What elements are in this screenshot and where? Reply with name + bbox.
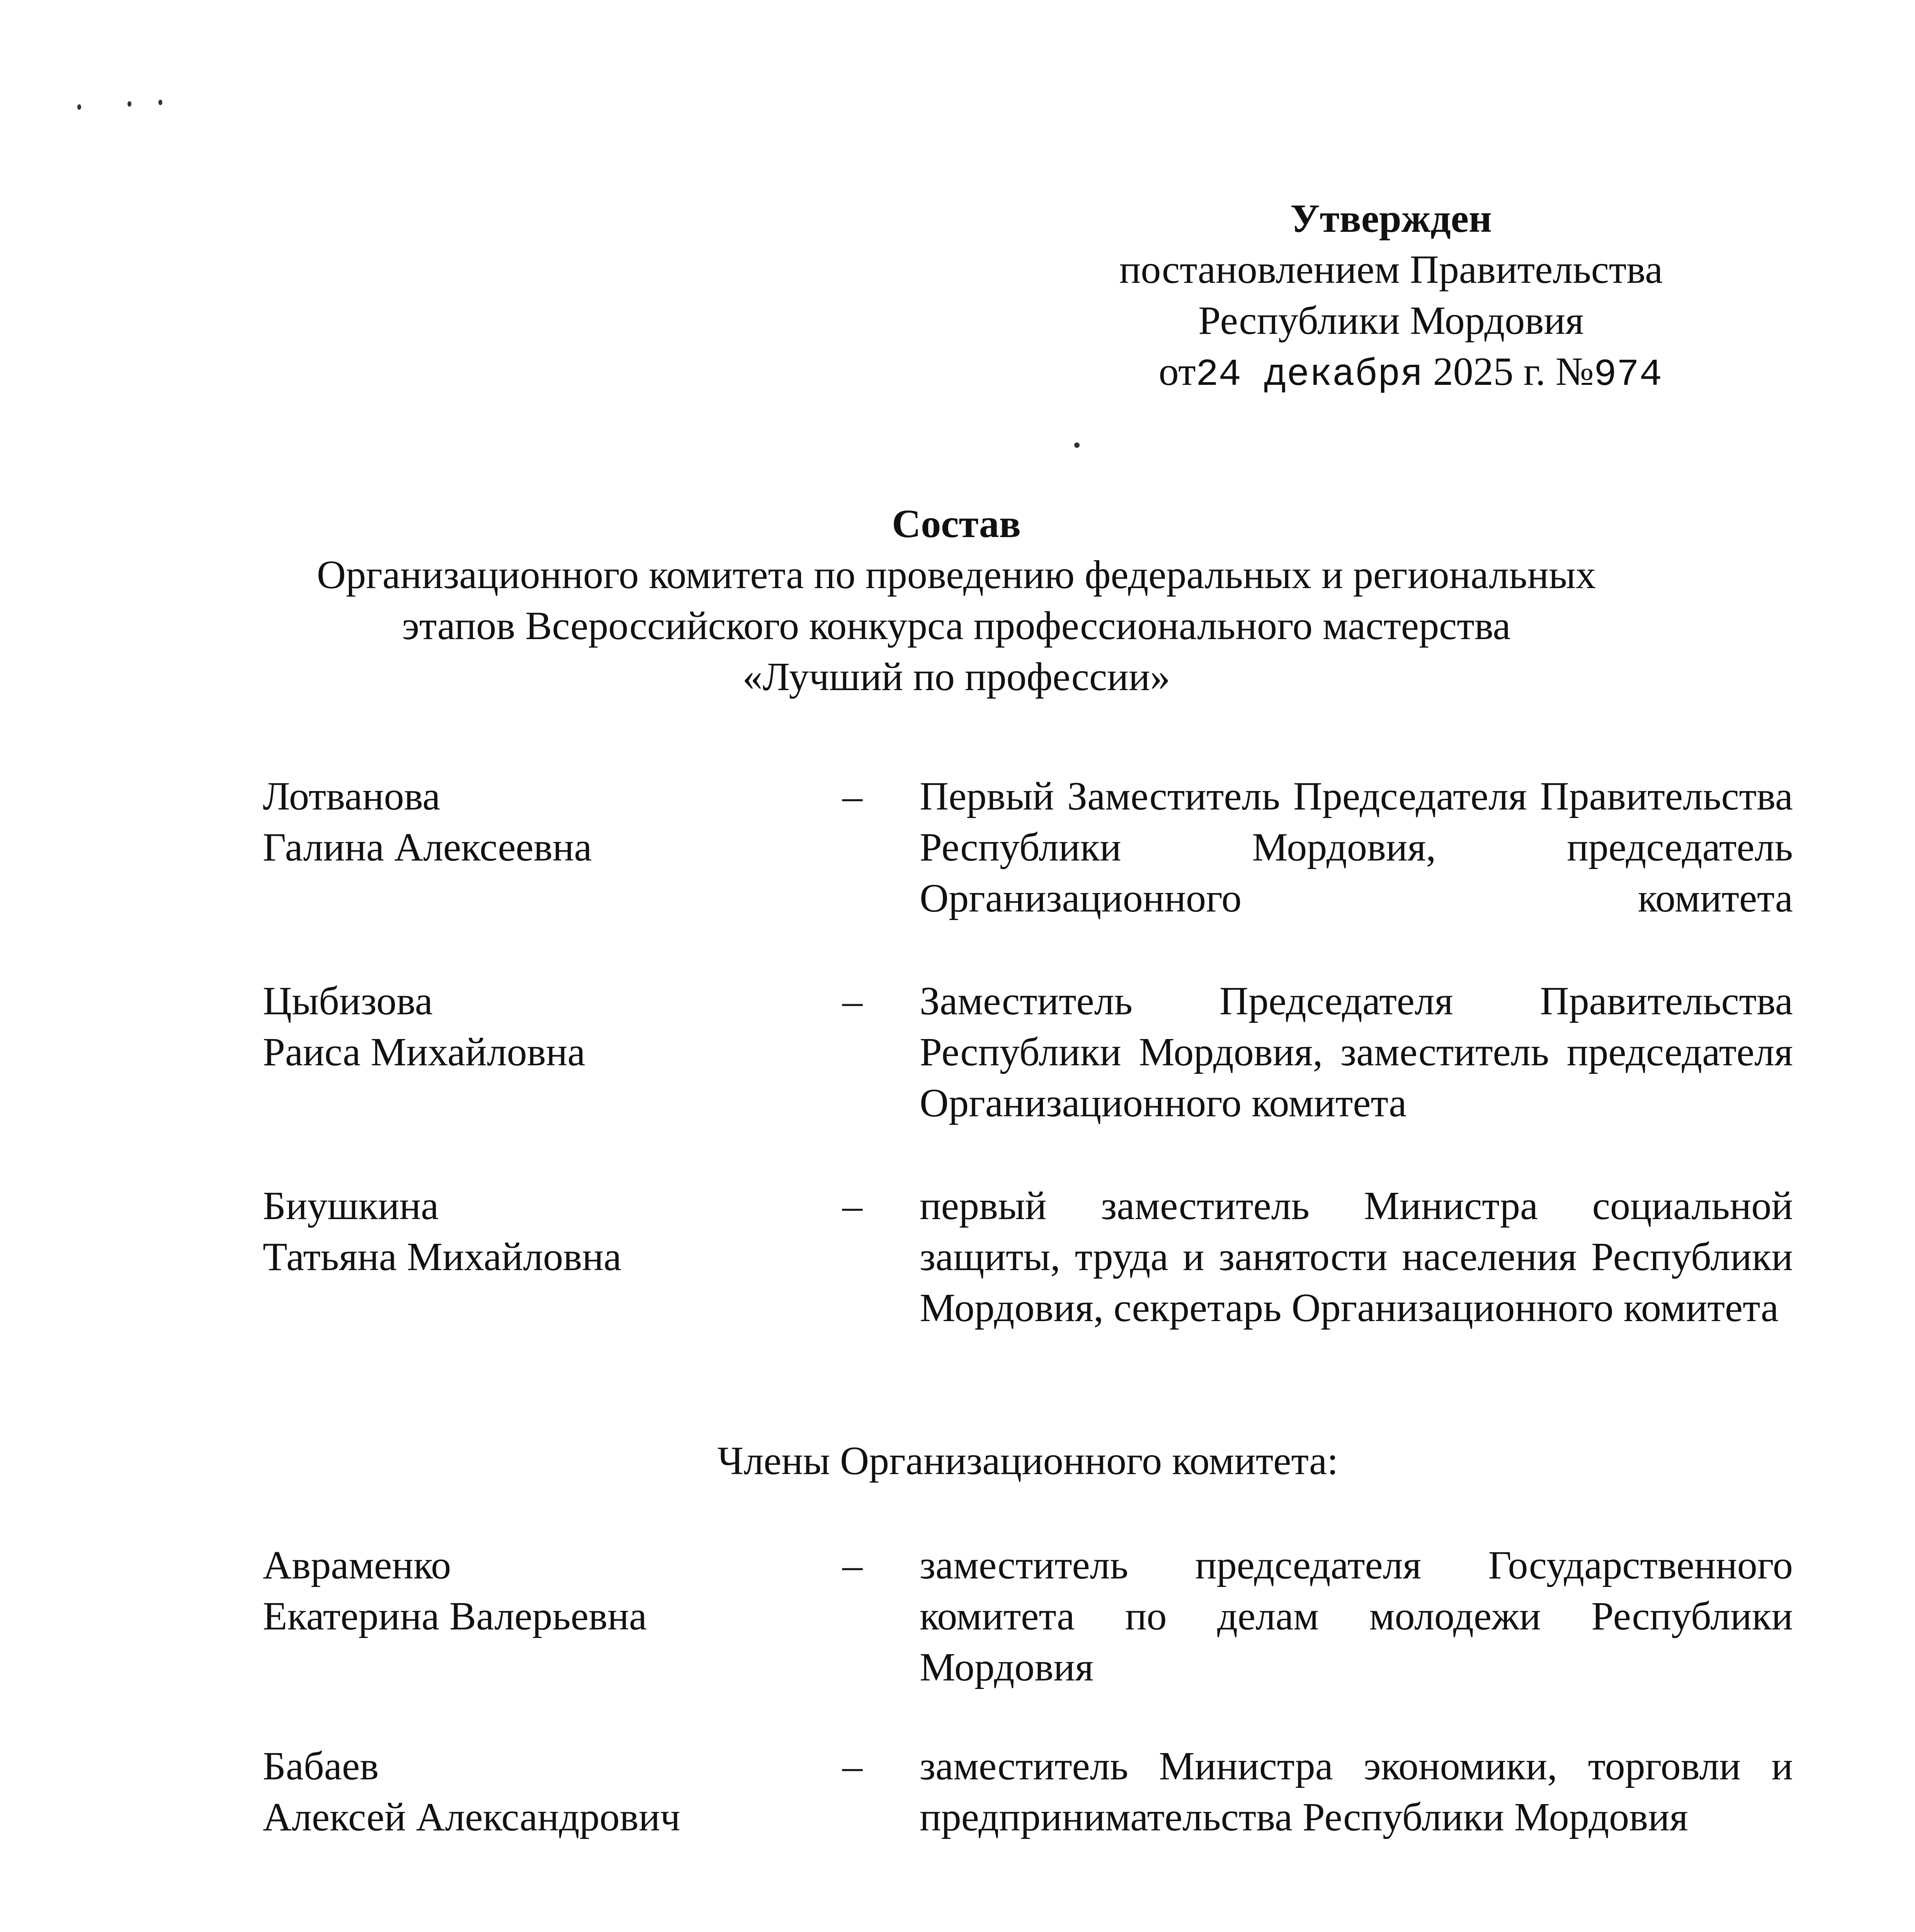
member-name [263, 1741, 804, 1843]
member-surname: Бабаев [263, 1744, 379, 1788]
dash-separator: – [842, 1184, 862, 1228]
member-name [263, 1180, 804, 1282]
member-role: заместитель Министра экономики, торговли и предпринимательства Республики Мордовия [920, 1744, 1793, 1839]
member-name [263, 771, 804, 873]
date-value: 24 декабря [1196, 354, 1423, 396]
member-surname: Биушкина [263, 1184, 439, 1228]
member-name [263, 1540, 804, 1642]
member-given-name: Алексей Александрович [263, 1795, 680, 1839]
member-surname: Авраменко [263, 1543, 451, 1587]
heading-line-1: Организационного комитета по проведению федеральных и региональных [317, 553, 1596, 597]
heading-line-3: «Лучший по профессии» [742, 655, 1170, 699]
scan-speck [128, 101, 131, 107]
scan-speck [1074, 442, 1080, 448]
member-given-name: Раиса Михайловна [263, 1030, 585, 1074]
members-section-title: Члены Организационного комитета: [717, 1439, 1338, 1483]
approval-title: Утвержден [1290, 196, 1492, 241]
scan-speck [77, 104, 81, 110]
member-name [263, 976, 804, 1078]
date-year: 2025 г. № [1433, 349, 1594, 394]
document-heading [232, 498, 1681, 702]
member-role: Заместитель Председателя Правительства Республики Мордовия, заместитель председателя Организационного комитета [920, 979, 1793, 1125]
scan-speck [158, 100, 162, 105]
approval-block [1043, 193, 1739, 401]
member-given-name: Галина Алексеевна [263, 825, 592, 869]
member-surname: Цыбизова [263, 979, 433, 1023]
approval-date-line [1043, 346, 1739, 401]
dash-separator: – [842, 1543, 862, 1587]
dash-separator: – [842, 1744, 862, 1788]
heading-title: Состав [892, 502, 1021, 546]
decree-number: 974 [1594, 354, 1662, 396]
approval-decree-line: постановлением Правительства [1119, 247, 1663, 292]
dash-separator: – [842, 774, 862, 818]
approval-republic-line: Республики Мордовия [1198, 298, 1584, 343]
dash-separator: – [842, 979, 862, 1023]
date-prefix: от [1158, 349, 1196, 394]
member-surname: Лотванова [263, 774, 440, 818]
member-role: заместитель председателя Государственного комитета по делам молодежи Республики Мордовия [920, 1543, 1793, 1689]
heading-line-2: этапов Всероссийского конкурса профессионального мастерства [402, 604, 1511, 648]
member-role: первый заместитель Министра социальной защиты, труда и занятости населения Республики Мордовия, секретарь Организационного комитета [920, 1184, 1793, 1330]
member-role: Первый Заместитель Председателя Правительства Республики Мордовия, председатель Организационного комитета [920, 774, 1793, 920]
member-given-name: Татьяна Михайловна [263, 1235, 622, 1279]
member-given-name: Екатерина Валерьевна [263, 1594, 647, 1638]
